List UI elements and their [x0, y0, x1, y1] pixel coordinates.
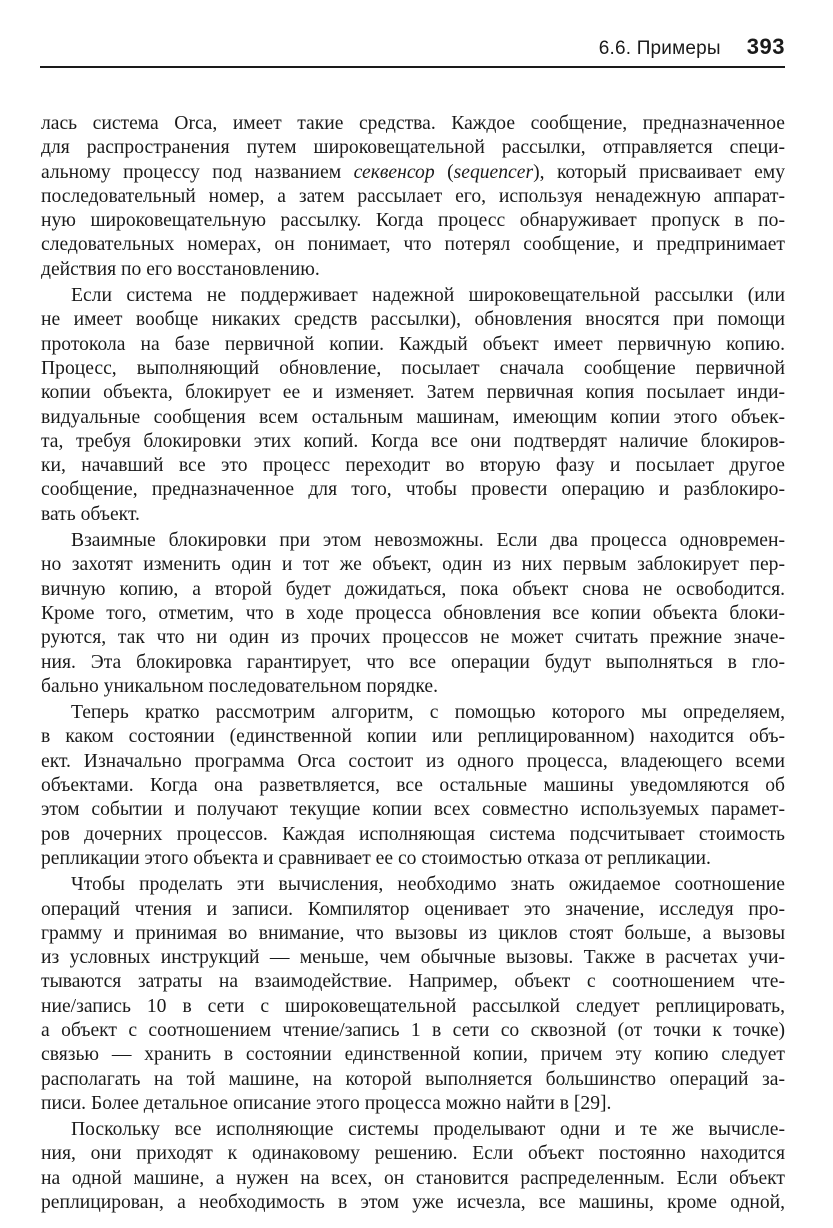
text-run: реплицирован, а необходимость в этом уже исчезла, все машины, кроме одной,: [41, 1192, 785, 1214]
text-line: [41, 112, 785, 136]
text-line: [41, 701, 785, 725]
text-run: Чтобы проделать эти вычисления, необходимо знать ожидаемое соотношение: [71, 874, 785, 896]
text-line: [41, 675, 785, 699]
text-run: вичную копию, а второй будет дожидаться, пока объект снова не освободится.: [41, 578, 785, 600]
text-run: Кроме того, отметим, что в ходе процесса обновления все копии объекта блоки-: [41, 602, 785, 624]
body-text: [41, 112, 785, 1217]
text-run: ), который присваивает ему: [533, 161, 785, 183]
text-line: [41, 185, 785, 209]
text-line: [41, 847, 785, 871]
text-line: [41, 308, 785, 332]
text-line: [41, 750, 785, 774]
text-run: действия по его восстановлению.: [41, 258, 320, 280]
text-run: Теперь кратко рассмотрим алгоритм, с помощью которого мы определяем,: [71, 702, 785, 724]
text-run: в каком состоянии (единственной копии или реплицированном) находится объ-: [41, 726, 785, 748]
text-line: [41, 774, 785, 798]
text-run: ния, они приходят к одинаковому решению. Если объект постоянно находится: [41, 1143, 785, 1165]
text-run: ния. Эта блокировка гарантирует, что все операции будут выполняться в гло-: [41, 651, 785, 673]
text-line: [41, 922, 785, 946]
text-run: объектами. Когда она разветвляется, все остальные машины уведомляются об: [41, 775, 785, 797]
text-line: [41, 357, 785, 381]
text-line: [41, 1092, 785, 1116]
text-line: [41, 798, 785, 822]
text-run: Взаимные блокировки при этом невозможны. Если два процесса одновремен-: [71, 530, 785, 552]
page-number: 393: [746, 34, 785, 59]
paragraph: [41, 873, 785, 1116]
text-run: писи. Более детальное описание этого процесса можно найти в [29].: [41, 1092, 612, 1114]
text-line: [41, 161, 785, 185]
text-line: [41, 333, 785, 357]
text-line: [41, 1167, 785, 1191]
text-run: но захотят изменить один и тот же объект, один из них первым заблокирует пер-: [41, 554, 785, 576]
text-line: [41, 995, 785, 1019]
text-line: [41, 381, 785, 405]
text-run: для распространения путем широковещательной рассылки, отправляется специ-: [41, 137, 785, 159]
paragraph: [41, 284, 785, 527]
text-line: [41, 970, 785, 994]
text-run: грамму и принимая во внимание, что вызовы из циклов стоят больше, а вызовы: [41, 922, 785, 944]
text-run: ние/запись 10 в сети с широковещательной рассылкой следует реплицировать,: [41, 995, 785, 1017]
text-run: сообщение, предназначенное для того, чтобы провести операцию и разблокиро-: [41, 479, 785, 501]
text-run: этом событии и получают текущие копии всех совместно используемых парамет-: [41, 799, 785, 821]
paragraph: [41, 529, 785, 699]
text-line: [41, 725, 785, 749]
paragraph: [41, 1118, 785, 1215]
text-line: [41, 1068, 785, 1092]
text-line: [41, 258, 785, 282]
italic-term: секвенсор: [353, 161, 435, 183]
text-line: [41, 503, 785, 527]
text-line: [41, 1019, 785, 1043]
text-run: операций чтения и записи. Компилятор оценивает это значение, исследуя про-: [41, 898, 785, 920]
text-line: [41, 1191, 785, 1215]
text-line: [41, 209, 785, 233]
paragraph: [41, 701, 785, 871]
text-line: [41, 1043, 785, 1067]
text-run: из условных инструкций — меньше, чем обычные вызовы. Также в расчетах учи-: [41, 947, 785, 969]
text-run: бально уникальном последовательном порядке.: [41, 675, 439, 697]
section-title: 6.6. Примеры: [598, 38, 721, 59]
running-head: [40, 34, 785, 68]
text-line: [41, 1142, 785, 1166]
text-line: [41, 626, 785, 650]
italic-term: sequencer: [453, 161, 534, 183]
text-run: (: [434, 161, 454, 183]
text-line: [41, 823, 785, 847]
text-run: та, требуя блокировки этих копий. Когда все они подтвердят наличие блокиров-: [41, 430, 785, 452]
text-run: протокола на базе первичной копии. Каждый объект имеет первичную копию.: [41, 333, 785, 355]
text-line: [41, 529, 785, 553]
text-line: [41, 136, 785, 160]
text-line: [41, 454, 785, 478]
text-line: [41, 651, 785, 675]
text-line: [41, 284, 785, 308]
text-run: следовательных номерах, он понимает, что потерял сообщение, и предпринимает: [41, 234, 785, 256]
text-run: последовательный номер, а затем рассылает его, используя ненадежную аппарат-: [41, 185, 785, 207]
text-line: [41, 898, 785, 922]
text-run: на одной машине, а нужен на всех, он становится распределенным. Если объект: [41, 1167, 785, 1189]
text-run: ров дочерних процессов. Каждая исполняющая система подсчитывает стоимость: [41, 823, 785, 845]
text-run: вать объект.: [41, 503, 140, 525]
text-run: лась система Orca, имеет такие средства. Каждое сообщение, предназначенное: [41, 113, 785, 134]
text-run: а объект с соотношением чтение/запись 1 в сети со сквозной (от точки к точке): [41, 1019, 785, 1041]
paragraph: [41, 112, 785, 282]
text-run: не имеет вообще никаких средств рассылки), обновления вносятся при помощи: [41, 309, 785, 331]
text-run: руются, так что ни один из прочих процессов не может считать прежние значе-: [41, 627, 785, 649]
text-run: Если система не поддерживает надежной широковещательной рассылки (или: [71, 285, 785, 307]
text-run: видуальные сообщения всем остальным машинам, имеющим копии этого объек-: [41, 406, 785, 428]
text-run: связью — хранить в состоянии единственной копии, причем эту копию следует: [41, 1044, 785, 1066]
text-run: альному процессу под названием: [41, 161, 354, 183]
text-run: ект. Изначально программа Orca состоит из одного процесса, владеющего всеми: [41, 750, 785, 772]
text-line: [41, 873, 785, 897]
text-run: Поскольку все исполняющие системы проделывают одни и те же вычисле-: [71, 1119, 785, 1141]
text-line: [41, 578, 785, 602]
text-line: [41, 430, 785, 454]
text-line: [41, 946, 785, 970]
text-line: [41, 478, 785, 502]
text-run: копии объекта, блокирует ее и изменяет. Затем первичная копия посылает инди-: [41, 382, 785, 404]
text-run: Процесс, выполняющий обновление, посылает сначала сообщение первичной: [41, 357, 785, 379]
text-line: [41, 602, 785, 626]
text-line: [41, 553, 785, 577]
text-run: репликации этого объекта и сравнивает ее со стоимостью отказа от репликации.: [41, 847, 711, 869]
text-run: ную широковещательную рассылку. Когда процесс обнаруживает пропуск в по-: [41, 210, 785, 232]
text-run: тываются затраты на взаимодействие. Например, объект с соотношением чте-: [41, 971, 785, 993]
text-line: [41, 1118, 785, 1142]
text-run: ки, начавший все это процесс переходит во вторую фазу и посылает другое: [41, 455, 785, 477]
text-line: [41, 233, 785, 257]
text-line: [41, 406, 785, 430]
text-run: располагать на той машине, на которой выполняется большинство операций за-: [41, 1068, 785, 1090]
